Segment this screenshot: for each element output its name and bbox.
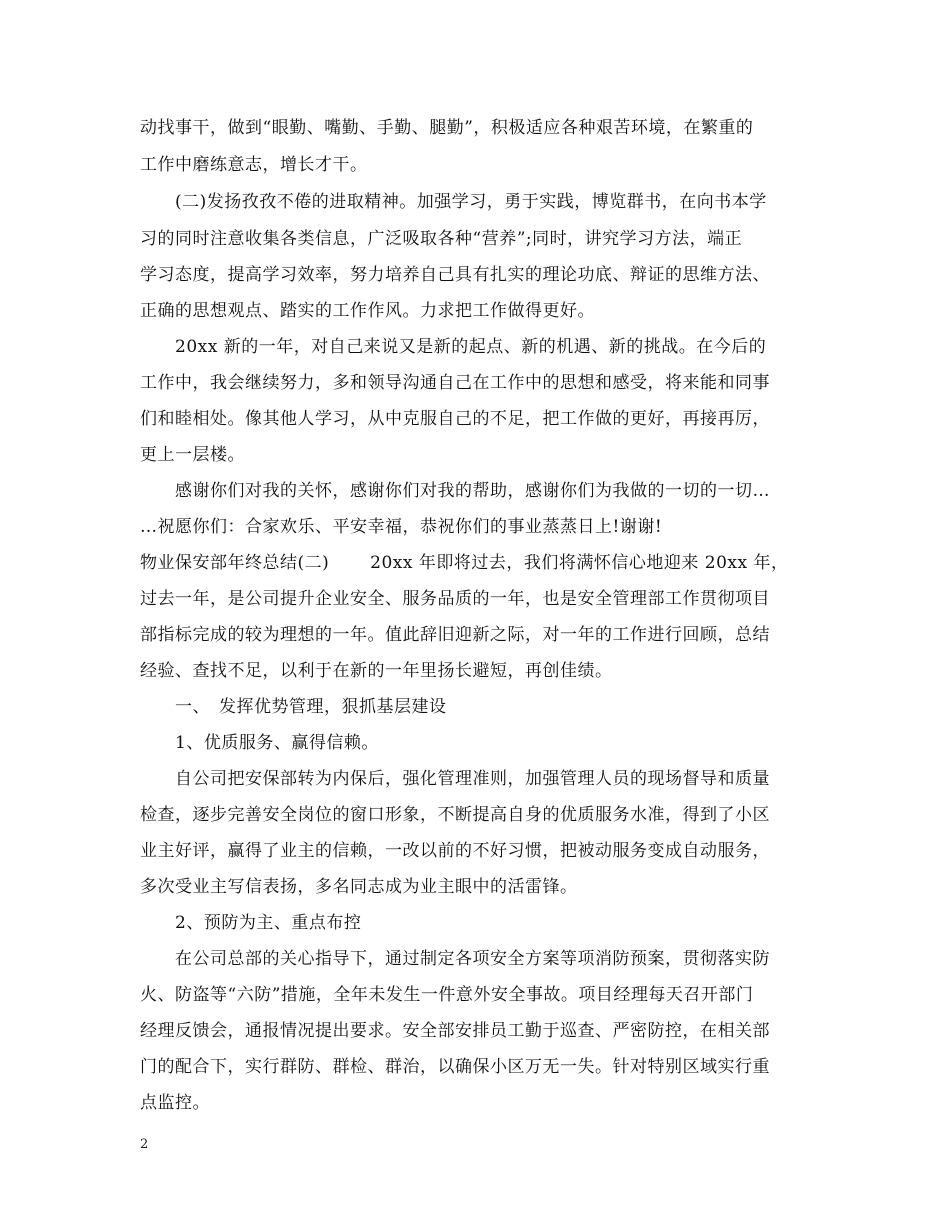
text-line: 经验、查找不足，以利于在新的一年里扬长避短，再创佳绩。 bbox=[140, 661, 613, 681]
text-line: 多次受业主写信表扬，多名同志成为业主眼中的活雷锋。 bbox=[140, 877, 578, 897]
text-line: 学习态度，提高学习效率，努力培养自己具有扎实的理论功底、辩证的思维方法、 bbox=[140, 265, 770, 285]
text-line: 物业保安部年终总结(二) 20xx 年即将过去，我们将满怀信心地迎来 20xx 年， bbox=[140, 553, 789, 573]
text-line: …祝愿你们：合家欢乐、平安幸福，恭祝你们的事业蒸蒸日上!谢谢! bbox=[140, 517, 663, 537]
text-line: (二)发扬孜孜不倦的进取精神。加强学习，勇于实践，博览群书，在向书本学 bbox=[140, 192, 767, 212]
page-number: 2 bbox=[140, 1137, 149, 1152]
text-line: 经理反馈会，通报情况提出要求。安全部安排员工勤于巡查、严密防控，在相关部 bbox=[140, 1021, 770, 1041]
text-line: 业主好评，赢得了业主的信赖，一改以前的不好习惯，把被动服务变成自动服务， bbox=[140, 841, 770, 861]
text-line: 在公司总部的关心指导下，通过制定各项安全方案等项消防预案，贯彻落实防 bbox=[140, 949, 770, 969]
text-line: 动找事干，做到“眼勤、嘴勤、手勤、腿勤”，积极适应各种艰苦环境，在繁重的 bbox=[140, 118, 754, 138]
text-line: 自公司把安保部转为内保后，强化管理准则，加强管理人员的现场督导和质量 bbox=[140, 769, 770, 789]
text-line: 火、防盗等“六防”措施，全年未发生一件意外安全事故。项目经理每天召开部门 bbox=[140, 985, 754, 1005]
text-line: 过去一年，是公司提升企业安全、服务品质的一年，也是安全管理部工作贯彻项目 bbox=[140, 589, 770, 609]
text-line: 门的配合下，实行群防、群检、群治，以确保小区万无一失。针对特别区域实行重 bbox=[140, 1057, 770, 1077]
text-line: 点监控。 bbox=[140, 1093, 210, 1113]
text-line: 检查，逐步完善安全岗位的窗口形象，不断提高自身的优质服务水准，得到了小区 bbox=[140, 805, 770, 825]
section-heading: 一、 发挥优势管理，狠抓基层建设 bbox=[140, 697, 447, 717]
text-line: 感谢你们对我的关怀，感谢你们对我的帮助，感谢你们为我做的一切的一切… bbox=[140, 481, 770, 501]
text-line: 更上一层楼。 bbox=[140, 445, 245, 465]
text-line: 们和睦相处。像其他人学习，从中克服自己的不足，把工作做的更好，再接再厉， bbox=[140, 409, 770, 429]
text-line: 正确的思想观点、踏实的工作作风。力求把工作做得更好。 bbox=[140, 301, 595, 321]
text-line: 习的同时注意收集各类信息，广泛吸取各种“营养”;同时，讲究学习方法，端正 bbox=[140, 229, 743, 249]
text-line: 工作中磨练意志，增长才干。 bbox=[140, 155, 368, 175]
text-line: 部指标完成的较为理想的一年。值此辞旧迎新之际，对一年的工作进行回顾，总结 bbox=[140, 625, 770, 645]
text-line: 20xx 新的一年，对自己来说又是新的起点、新的机遇、新的挑战。在今后的 bbox=[140, 337, 767, 357]
subsection-heading: 2、预防为主、重点布控 bbox=[140, 913, 362, 933]
subsection-heading: 1、优质服务、赢得信赖。 bbox=[140, 733, 379, 753]
text-line: 工作中，我会继续努力，多和领导沟通自己在工作中的思想和感受，将来能和同事 bbox=[140, 373, 770, 393]
